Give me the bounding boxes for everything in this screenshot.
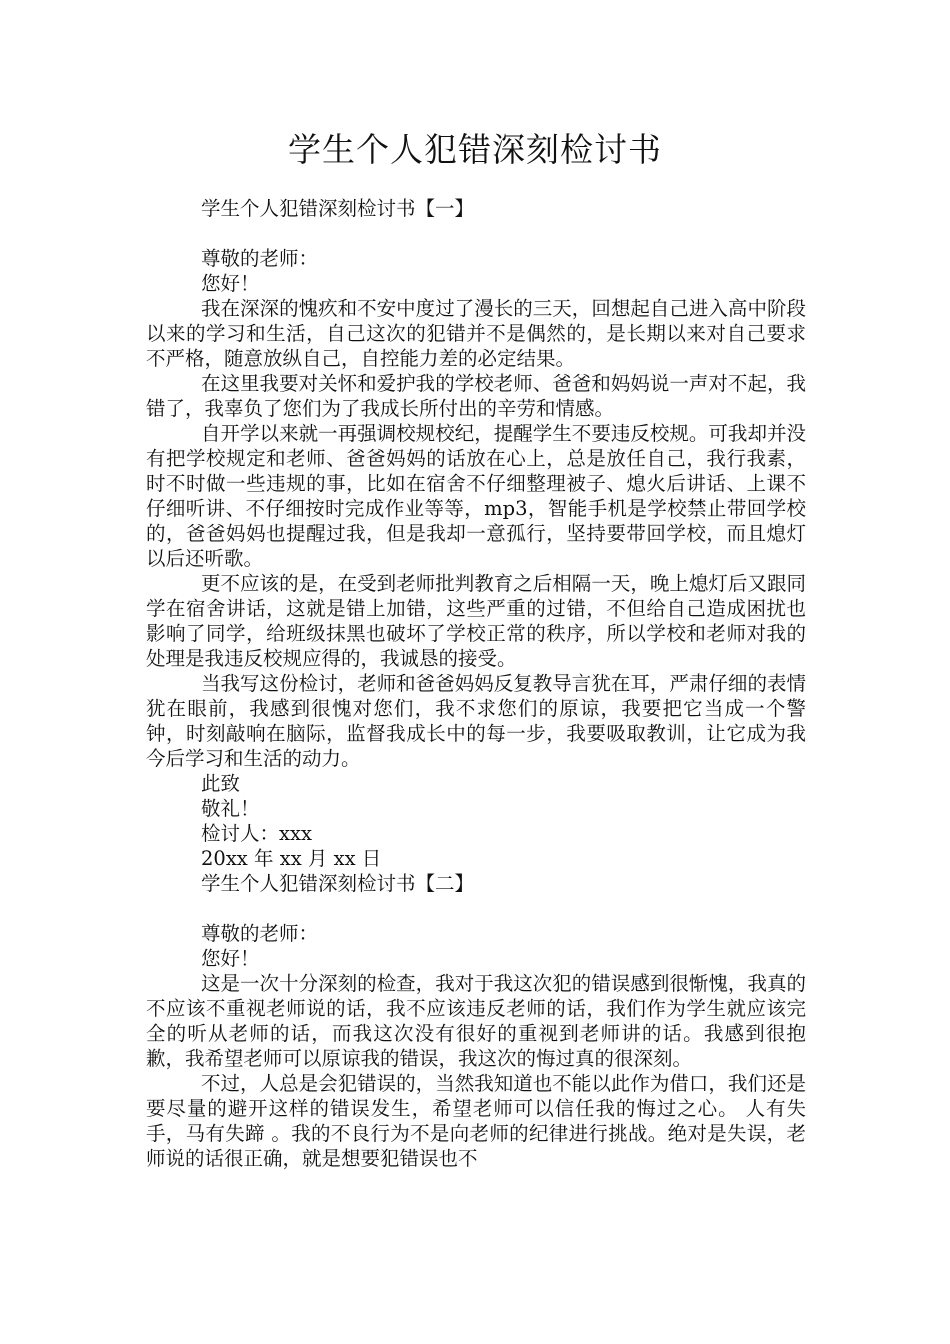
signer: 检讨人：xxx (201, 822, 312, 845)
greeting: 您好！ (201, 947, 260, 970)
paragraph: 自开学以来就一再强调校规校纪，提醒学生不要违反校规。可我却并没有把学校规定和老师、爸爸妈妈的话放在心上，总是放任自己，我行我素，时不时做一些违规的事，比如在宿舍不仔细整理被子、熄火后讲话、上课不仔细听讲、不仔细按时完成作业等等，mp3，智能手机是学校禁止带回学校的，爸爸妈妈也提醒过我，但是我却一意孤行，坚持要带回学校，而且熄灯以后还听歌。 (146, 422, 806, 570)
section-heading: 学生个人犯错深刻检讨书【一】 (201, 197, 475, 220)
salutation: 尊敬的老师： (201, 247, 319, 270)
section-1 (146, 196, 806, 871)
paragraph: 我在深深的愧疚和不安中度过了漫长的三天，回想起自己进入高中阶段以来的学习和生活，自己这次的犯错并不是偶然的，是长期以来对自己要求不严格，随意放纵自己，自控能力差的必定结果。 (146, 297, 806, 370)
closing: 此致 (201, 772, 241, 795)
document-title: 学生个人犯错深刻检讨书 (288, 130, 662, 169)
spacer (146, 221, 806, 246)
document-body (146, 196, 806, 1171)
paragraph: 这是一次十分深刻的检查，我对于我这次犯的错误感到很惭愧，我真的不应该不重视老师说的话，我不应该违反老师的话，我们作为学生就应该完全的听从老师的话，而我这次没有很好的重视到老师讲的话。我感到很抱歉，我希望老师可以原谅我的错误，我这次的悔过真的很深刻。 (146, 972, 806, 1070)
spacer (146, 896, 806, 921)
section-2 (146, 871, 806, 1171)
paragraph: 当我写这份检讨，老师和爸爸妈妈反复教导言犹在耳，严肃仔细的表情犹在眼前，我感到很愧对您们，我不求您们的原谅，我要把它当成一个警钟，时刻敲响在脑际，监督我成长中的每一步，我要吸取教训，让它成为我今后学习和生活的动力。 (146, 672, 806, 770)
section-heading: 学生个人犯错深刻检讨书【二】 (201, 872, 475, 895)
salutation: 尊敬的老师： (201, 922, 319, 945)
paragraph: 在这里我要对关怀和爱护我的学校老师、爸爸和妈妈说一声对不起，我错了，我辜负了您们为了我成长所付出的辛劳和情感。 (146, 372, 806, 420)
regards: 敬礼！ (201, 797, 260, 820)
date: 20xx 年 xx 月 xx 日 (201, 847, 382, 870)
paragraph: 不过，人总是会犯错误的，当然我知道也不能以此作为借口，我们还是要尽量的避开这样的错误发生，希望老师可以信任我的悔过之心。 人有失手，马有失蹄 。我的不良行为不是向老师的纪律进行挑战。绝对是失误，老师说的话很正确，就是想要犯错误也不 (146, 1072, 806, 1170)
paragraph: 更不应该的是，在受到老师批判教育之后相隔一天，晚上熄灯后又跟同学在宿舍讲话，这就是错上加错，这些严重的过错，不但给自己造成困扰也影响了同学，给班级抹黑也破坏了学校正常的秩序，所以学校和老师对我的处理是我违反校规应得的，我诚恳的接受。 (146, 572, 806, 670)
greeting: 您好！ (201, 272, 260, 295)
